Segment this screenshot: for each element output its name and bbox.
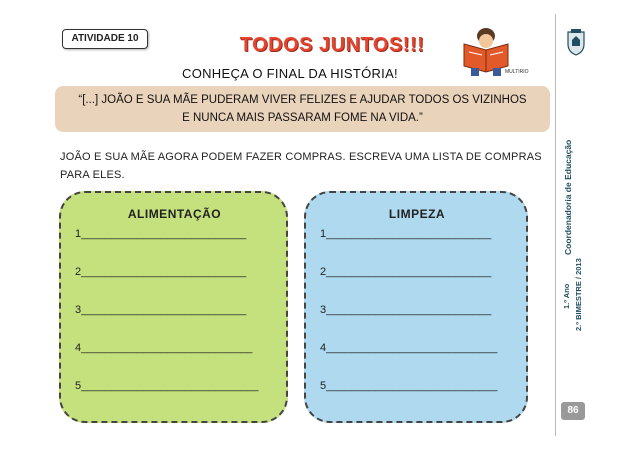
grade-label: 1.º Ano <box>562 283 571 309</box>
cleaning-list-title: LIMPEZA <box>388 207 446 221</box>
subtitle: CONHEÇA O FINAL DA HISTÓRIA! <box>182 66 398 81</box>
quote-line-1: “[...] JOÃO E SUA MÃE PUDERAM VIVER FELIZES E AJUDAR TODOS OS VIZINHOS <box>78 94 527 106</box>
food-list-card <box>59 191 288 423</box>
food-list-title: ALIMENTAÇÃO <box>127 207 222 221</box>
quote-line-2: E NUNCA MAIS PASSARAM FOME NA VIDA.” <box>182 112 423 124</box>
cleaning-list-line[interactable]: 1___________________________ <box>320 228 492 240</box>
food-list-line[interactable]: 2___________________________ <box>75 266 247 278</box>
quote-box <box>55 86 550 132</box>
city-crest-icon <box>565 28 587 56</box>
instruction-line-2: PARA ELES. <box>60 169 125 181</box>
page-number: 86 <box>561 402 585 420</box>
food-list-line[interactable]: 4____________________________ <box>75 342 253 354</box>
cleaning-list-line[interactable]: 2___________________________ <box>320 266 492 278</box>
instruction-text <box>60 148 555 184</box>
cleaning-list-line[interactable]: 4____________________________ <box>320 342 498 354</box>
food-list-line[interactable]: 3___________________________ <box>75 304 247 316</box>
organization-name: Coordenadoria de Educação <box>563 139 573 255</box>
cleaning-list-card <box>304 191 528 423</box>
cleaning-list-line[interactable]: 3___________________________ <box>320 304 492 316</box>
image-credit: MULTIRIO <box>505 69 529 75</box>
activity-label: ATIVIDADE 10 <box>62 29 148 49</box>
period-label: 2.º BIMESTRE / 2013 <box>574 258 583 331</box>
food-list-line[interactable]: 5_____________________________ <box>75 380 259 392</box>
food-list-line[interactable]: 1___________________________ <box>75 228 247 240</box>
page-title: TODOS JUNTOS!!! <box>239 34 425 56</box>
cleaning-list-line[interactable]: 5____________________________ <box>320 380 498 392</box>
instruction-line-1: JOÃO E SUA MÃE AGORA PODEM FAZER COMPRAS. ESCREVA UMA LISTA DE COMPRAS <box>60 151 542 163</box>
